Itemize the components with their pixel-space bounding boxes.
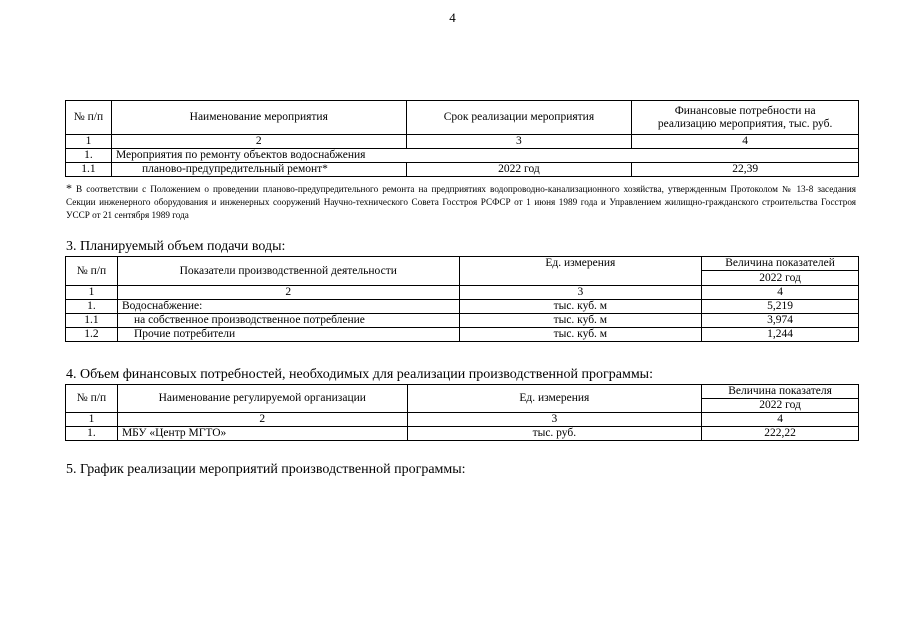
column-header: Ед. измерения xyxy=(459,257,702,286)
value: 1,244 xyxy=(702,328,859,342)
index-cell: 4 xyxy=(632,135,859,149)
footnote-mark: * xyxy=(66,181,72,195)
column-header: Величина показателя xyxy=(702,385,859,399)
unit: тыс. куб. м xyxy=(459,314,702,328)
page-number: 4 xyxy=(449,10,456,25)
table-row xyxy=(66,314,859,328)
events-table xyxy=(65,100,859,177)
section-5-heading: 5. График реализации мероприятий производственной программы: xyxy=(66,462,466,477)
unit: тыс. куб. м xyxy=(459,328,702,342)
table-row xyxy=(66,427,859,441)
row-number: 1. xyxy=(66,427,118,441)
column-header: Наименование регулируемой организации xyxy=(117,385,407,413)
footnote xyxy=(66,182,856,222)
financial-needs-table xyxy=(65,384,859,441)
value: 222,22 xyxy=(702,427,859,441)
index-cell: 1 xyxy=(66,286,118,300)
water-supply-table xyxy=(65,256,859,342)
event-name: планово-предупредительный ремонт* xyxy=(111,163,406,177)
index-cell: 4 xyxy=(702,413,859,427)
index-cell: 4 xyxy=(702,286,859,300)
table-header-row xyxy=(66,257,859,271)
year-header: 2022 год xyxy=(702,271,859,286)
column-header: Величина показателей xyxy=(702,257,859,271)
value: 3,974 xyxy=(702,314,859,328)
section-row xyxy=(66,149,859,163)
column-index-row xyxy=(66,135,859,149)
indicator-name: Прочие потребители xyxy=(117,328,459,342)
table-header-row xyxy=(66,385,859,399)
event-term: 2022 год xyxy=(406,163,632,177)
column-header: № п/п xyxy=(66,257,118,286)
event-cost: 22,39 xyxy=(632,163,859,177)
indicator-name: Водоснабжение: xyxy=(117,300,459,314)
row-number: 1.1 xyxy=(66,163,112,177)
row-number: 1.2 xyxy=(66,328,118,342)
table-row xyxy=(66,328,859,342)
organization-name: МБУ «Центр МГТО» xyxy=(117,427,407,441)
index-cell: 3 xyxy=(406,135,632,149)
column-index-row xyxy=(66,286,859,300)
section-3-heading: 3. Планируемый объем подачи воды: xyxy=(66,239,286,254)
index-cell: 1 xyxy=(66,135,112,149)
column-header: № п/п xyxy=(66,385,118,413)
unit: тыс. руб. xyxy=(407,427,702,441)
column-header: Финансовые потребности на реализацию мероприятия, тыс. руб. xyxy=(632,101,859,135)
year-header: 2022 год xyxy=(702,399,859,413)
index-cell: 2 xyxy=(117,286,459,300)
indicator-name: на собственное производственное потребление xyxy=(117,314,459,328)
index-cell: 2 xyxy=(117,413,407,427)
column-index-row xyxy=(66,413,859,427)
index-cell: 1 xyxy=(66,413,118,427)
row-number: 1.1 xyxy=(66,314,118,328)
value: 5,219 xyxy=(702,300,859,314)
table-header-row xyxy=(66,101,859,135)
index-cell: 3 xyxy=(407,413,702,427)
table-row xyxy=(66,163,859,177)
table-row xyxy=(66,300,859,314)
unit: тыс. куб. м xyxy=(459,300,702,314)
column-header: Ед. измерения xyxy=(407,385,702,413)
column-header: Срок реализации мероприятия xyxy=(406,101,632,135)
index-cell: 2 xyxy=(111,135,406,149)
index-cell: 3 xyxy=(459,286,702,300)
column-header: Наименование мероприятия xyxy=(111,101,406,135)
section-title: Мероприятия по ремонту объектов водоснабжения xyxy=(111,149,858,163)
row-number: 1. xyxy=(66,149,112,163)
column-header: № п/п xyxy=(66,101,112,135)
column-header: Показатели производственной деятельности xyxy=(117,257,459,286)
footnote-text: В соответствии с Положением о проведении планово-предупредительного ремонта на предприятиях водопроводно-канализационного хозяйства, утвержденным Протоколом № 13-8 заседания Секции инженерного оборудования и инженерных сооружений Научно-технического Совета Госстроя РСФСР от 1 июня 1989 года и Управлением жилищно-гражданского строительства Госстроя УССР от 21 сентября 1989 года xyxy=(66,184,856,220)
row-number: 1. xyxy=(66,300,118,314)
section-4-heading: 4. Объем финансовых потребностей, необходимых для реализации производственной программы: xyxy=(66,367,653,382)
